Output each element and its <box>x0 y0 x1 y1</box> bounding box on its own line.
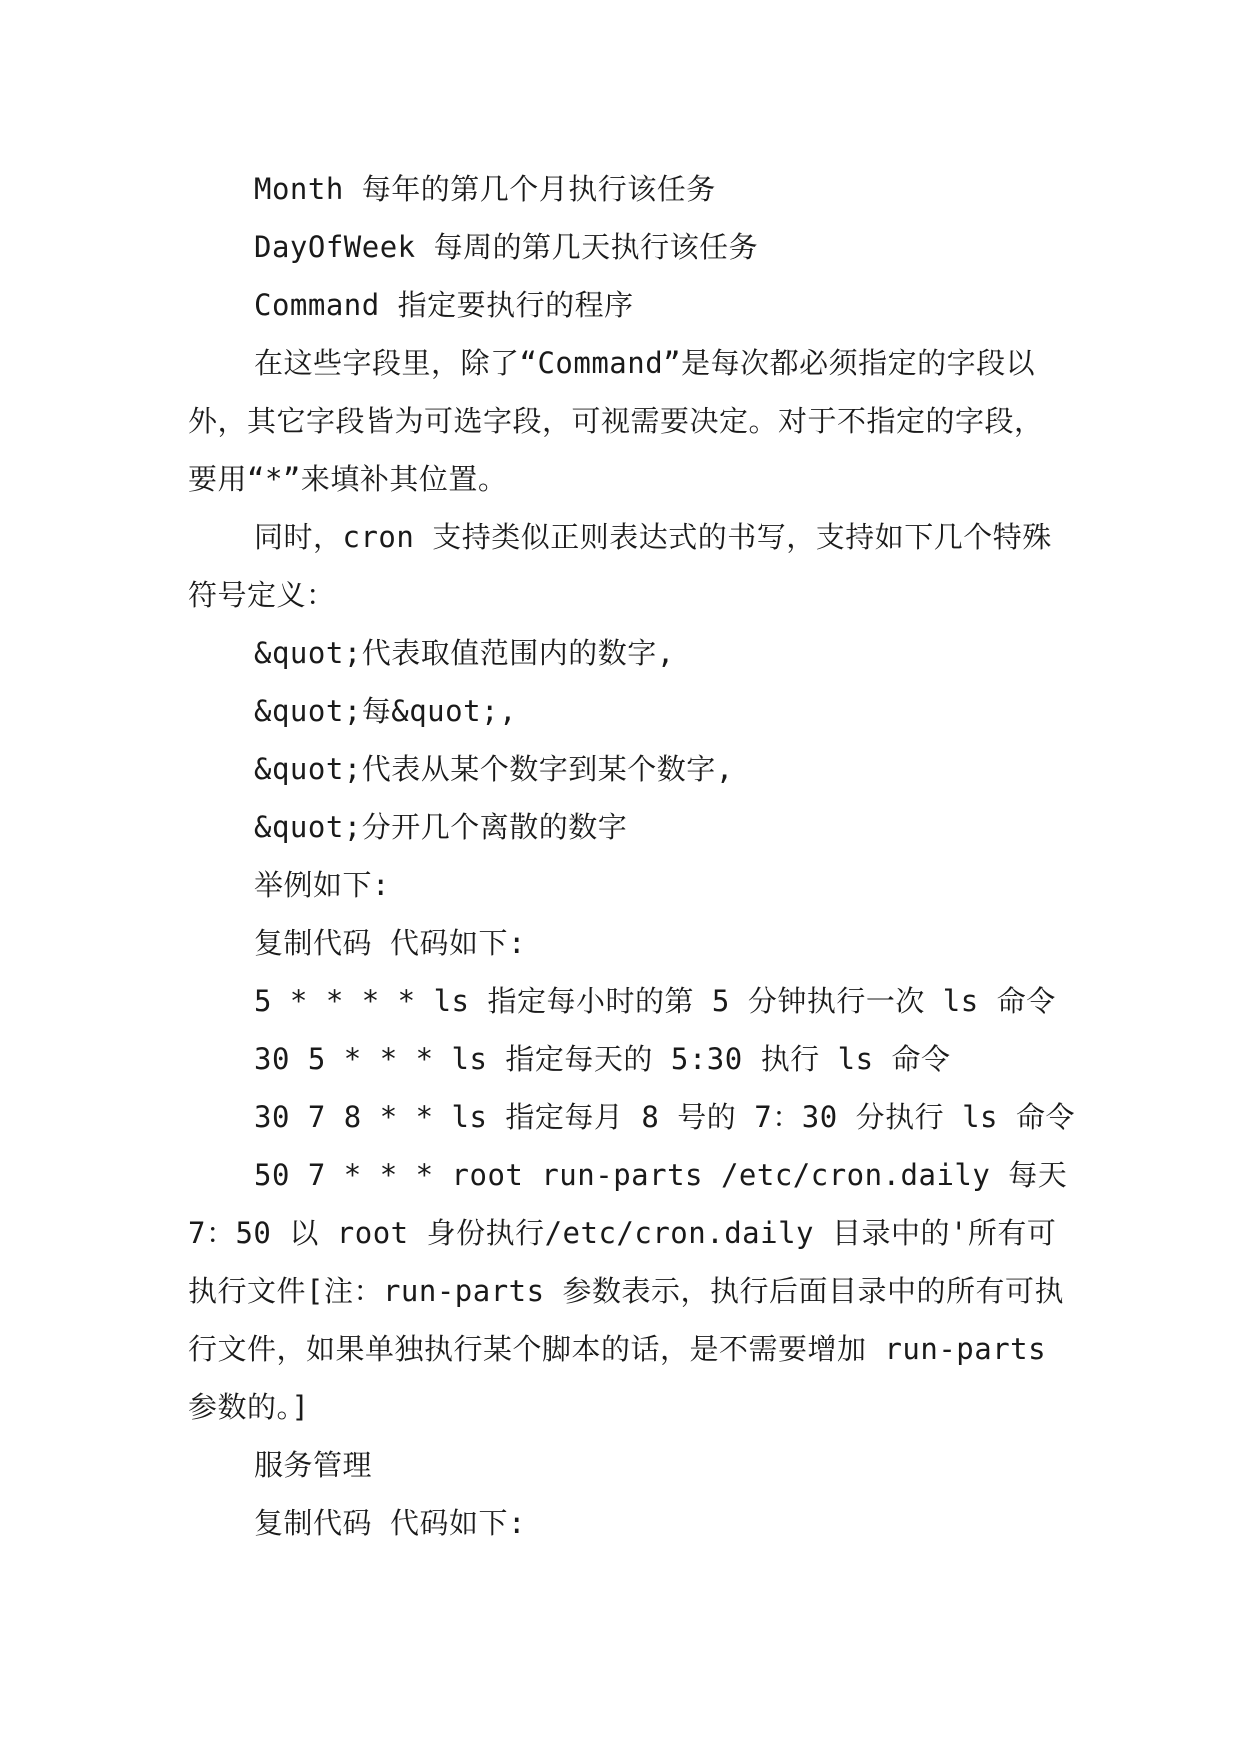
example-line-2: 30 5 * * * ls 指定每天的 5:30 执行 ls 命令 <box>254 1042 951 1076</box>
symbol-line-2: &quot;每&quot;, <box>254 694 517 728</box>
example-line-3: 30 7 8 * * ls 指定每月 8 号的 7：30 分执行 ls 命令 <box>254 1100 1075 1134</box>
cron-regex-paragraph: 同时，cron 支持类似正则表达式的书写，支持如下几个特殊符号定义： <box>188 520 1052 612</box>
example-run-parts-paragraph: 50 7 * * * root run-parts /etc/cron.daily 每天 7：50 以 root 身份执行/etc/cron.daily 目录中的'所有可执行文件[注：run-parts 参数表示，执行后面目录中的所有可执行文件，如果单独执行某个脚本的话，是不需要增加 run-parts 参数的。] <box>188 1158 1068 1424</box>
symbol-line-4: &quot;分开几个离散的数字 <box>254 810 628 844</box>
field-month-line: Month 每年的第几个月执行该任务 <box>254 172 716 206</box>
symbol-line-1: &quot;代表取值范围内的数字, <box>254 636 675 670</box>
field-dayofweek-line: DayOfWeek 每周的第几天执行该任务 <box>254 230 759 264</box>
example-line-1: 5 * * * * ls 指定每小时的第 5 分钟执行一次 ls 命令 <box>254 984 1056 1018</box>
symbol-line-3: &quot;代表从某个数字到某个数字, <box>254 752 734 786</box>
service-management-heading: 服务管理 <box>254 1448 373 1482</box>
copy-code-label-2: 复制代码 代码如下: <box>254 1506 526 1540</box>
fields-explanation-paragraph: 在这些字段里，除了“Command”是每次都必须指定的字段以外，其它字段皆为可选字段，可视需要决定。对于不指定的字段，要用“*”来填补其位置。 <box>188 346 1044 496</box>
field-command-line: Command 指定要执行的程序 <box>254 288 634 322</box>
copy-code-label: 复制代码 代码如下: <box>254 926 526 960</box>
document-body <box>188 160 1075 1552</box>
examples-heading: 举例如下: <box>254 868 390 902</box>
